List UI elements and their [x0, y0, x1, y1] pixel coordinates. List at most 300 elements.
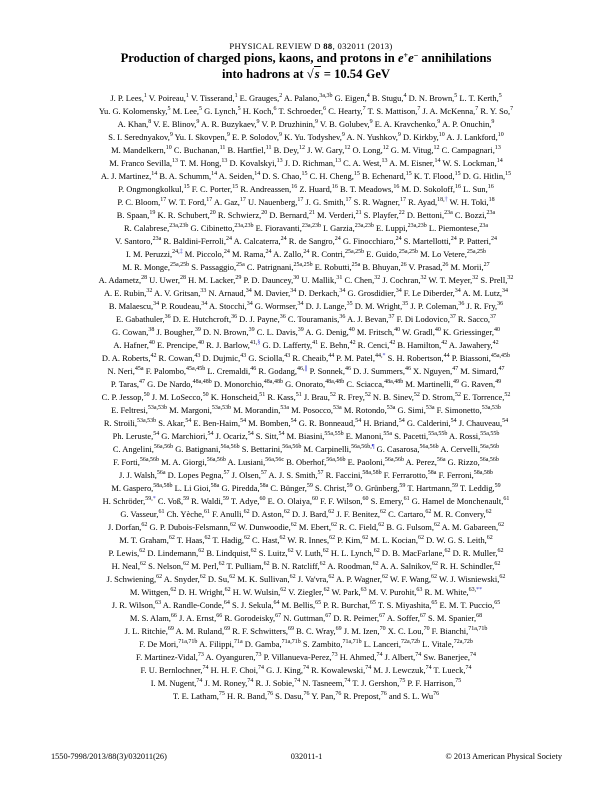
- affiliation-ref: 44,*: [374, 353, 386, 360]
- author-line: M. Franco Sevilla,$^{13}$ T. M. Hong,$^{13}$ D. Kovalskyi,$^{13}$ J. D. Richman,$^{13}$ C. A. West,$^{13}$ A. M. Eisner,$^{14}$ W. S. Lockman,$^{14}$: [109, 157, 503, 168]
- affiliation-ref: 62: [287, 548, 294, 555]
- affiliation-ref: 56a: [436, 457, 446, 464]
- affiliation-ref: 74: [365, 665, 372, 672]
- affiliation-ref: 72a,72b: [401, 639, 421, 646]
- affiliation-ref: 10: [438, 132, 445, 139]
- affiliation-ref: 43: [240, 353, 247, 360]
- affiliation-ref: 16: [487, 184, 494, 191]
- author-line: P. C. Bloom,$^{17}$ W. T. Ford,$^{17}$ A. Gaz,$^{17}$ U. Nauenberg,$^{17}$ J. G. Smith,$^{17}$ S. R. Wagner,$^{17}$ R. Ayad,$^{18,\dagger}$ W. H. Toki,$^{18}$: [117, 196, 495, 207]
- affiliation-ref: 9: [369, 119, 373, 126]
- affiliation-ref: 26: [442, 262, 449, 269]
- affiliation-ref: 54: [185, 418, 192, 425]
- affiliation-ref: 45a,45b: [490, 353, 511, 360]
- affiliation-ref: 73: [197, 652, 204, 659]
- footnote-symbol-link[interactable]: ¶: [371, 444, 375, 451]
- affiliation-ref: 14: [211, 171, 218, 178]
- affiliation-ref: 62: [497, 548, 504, 555]
- affiliation-ref: 34: [297, 301, 304, 308]
- affiliation-ref: 24: [395, 236, 402, 243]
- affiliation-ref: 53a: [333, 405, 342, 412]
- affiliation-ref: 42: [492, 340, 499, 347]
- author-line: H. Schröder,$^{59,*}$ C. Voß,$^{59}$ R. Waldi,$^{59}$ T. Adye,$^{60}$ E. O. Olaiya,$^{60}$ F. F. Wilson,$^{60}$ S. Emery,$^{61}$ G. Hamel de Monchenault,$^{61}$: [102, 495, 510, 506]
- affiliation-ref: 24: [303, 249, 310, 256]
- affiliation-ref: 56a,56b: [153, 444, 174, 451]
- affiliation-ref: 53a: [280, 405, 289, 412]
- journal-volume: 88: [323, 41, 333, 51]
- affiliation-ref: 56a,56b: [220, 444, 240, 451]
- affiliation-ref: 9: [397, 132, 401, 139]
- affiliation-ref: 1: [185, 93, 189, 100]
- affiliation-ref: 63: [360, 587, 367, 594]
- affiliation-ref: 59: [451, 483, 458, 490]
- affiliation-ref: 48a,48b: [263, 379, 283, 386]
- affiliation-ref: 56a,56b: [206, 457, 226, 464]
- affiliation-ref: 54: [278, 431, 285, 438]
- affiliation-ref: 60: [259, 496, 266, 503]
- affiliation-ref: 62: [486, 535, 493, 542]
- affiliation-ref: 52: [329, 392, 336, 399]
- affiliation-ref: 18: [488, 197, 495, 204]
- paper-title-line1: Production of charged pions, kaons, and protons in e+e− annihilations: [120, 51, 492, 65]
- affiliation-ref: 24: [265, 249, 272, 256]
- affiliation-ref: 44: [328, 353, 335, 360]
- affiliation-ref: 58a: [210, 483, 220, 490]
- affiliation-ref: 62: [425, 509, 432, 516]
- affiliation-ref: 67: [379, 613, 386, 620]
- affiliation-ref: 74: [302, 665, 309, 672]
- affiliation-ref: 47: [139, 379, 145, 386]
- affiliation-ref: 54: [153, 431, 160, 438]
- affiliation-ref: 42: [441, 340, 448, 347]
- paper-title: [28, 50, 584, 82]
- affiliation-ref: 69: [224, 626, 231, 633]
- affiliation-ref: 67: [325, 613, 332, 620]
- affiliation-ref: 76: [303, 691, 310, 698]
- affiliation-ref: 76: [335, 691, 342, 698]
- affiliation-ref: 58a: [259, 483, 269, 490]
- affiliation-ref: 36: [497, 301, 504, 308]
- affiliation-ref: 54: [355, 418, 362, 425]
- affiliation-ref: 62: [322, 548, 329, 555]
- affiliation-ref: 71a,71b: [468, 626, 488, 633]
- affiliation-ref: 58a,58b: [362, 470, 382, 477]
- affiliation-ref: 24: [491, 236, 497, 243]
- author-line: N. Neri,$^{45a}$ F. Palombo,$^{45a,45b}$ L. Cremaldi,$^{46}$ R. Godang,$^{46,\parallel}$ P. Sonnek,$^{46}$ D. J. Summers,$^{46}$ X. Nguyen,$^{47}$ M. Simard,$^{47}$: [107, 365, 505, 376]
- affiliation-ref: 58a: [427, 470, 437, 477]
- affiliation-ref: 74: [196, 678, 203, 685]
- author-line: M. Mandelkern,$^{10}$ C. Buchanan,$^{11}$ B. Hartfiel,$^{11}$ B. Dey,$^{12}$ J. W. Gary,$^{12}$ O. Long,$^{12}$ G. M. Vitug,$^{12}$ C. Campagnari,$^{13}$: [111, 144, 501, 155]
- affiliation-ref: 59: [346, 483, 353, 490]
- affiliation-ref: 25a,25b: [345, 249, 365, 256]
- affiliation-ref: 15: [405, 171, 412, 178]
- affiliation-ref: 63: [155, 600, 162, 607]
- author-line: H. Neal,$^{62}$ S. Nelson,$^{62}$ M. Perl,$^{62}$ T. Pulliam,$^{62}$ B. N. Ratcliff,$^{62}$ A. Roodman,$^{62}$ A. A. Salnikov,$^{62}$ R. H. Schindler,$^{62}$: [111, 560, 501, 571]
- affiliation-ref: 62: [417, 535, 424, 542]
- author-line: J. J. Walsh,$^{56a}$ D. Lopes Pegna,$^{57}$ J. Olsen,$^{57}$ A. J. S. Smith,$^{57}$ R. Faccini,$^{58a,58b}$ F. Ferrarotto,$^{58a}$ F. Ferroni,$^{58a,58b}$: [119, 469, 493, 480]
- affiliation-ref: 76: [380, 691, 387, 698]
- affiliation-ref: 63: [416, 587, 423, 594]
- affiliation-ref: 62: [328, 509, 335, 516]
- affiliation-ref: 49: [453, 379, 459, 386]
- affiliation-ref: 45a,45b: [186, 366, 206, 373]
- affiliation-ref: 28: [180, 275, 186, 282]
- affiliation-ref: 32: [472, 275, 479, 282]
- affiliation-ref: 74: [425, 665, 432, 672]
- author-line: A. Hafner,$^{40}$ E. Prencipe,$^{40}$ R. J. Barlow,$^{41,\S}$ G. D. Lafferty,$^{41}$ E. Behn,$^{42}$ R. Cenci,$^{42}$ B. Hamilton,$^{42}$ A. Jawahery,$^{42}$: [113, 339, 499, 350]
- author-line: A. J. Martinez,$^{14}$ B. A. Schumm,$^{14}$ A. Seiden,$^{14}$ D. S. Chao,$^{15}$ C. H. Cheng,$^{15}$ B. Echenard,$^{15}$ K. T. Flood,$^{15}$ D. G. Hitlin,$^{15}$: [100, 170, 512, 181]
- affiliation-ref: 20: [261, 210, 268, 217]
- affiliation-ref: 62: [183, 561, 190, 568]
- author-line: A. E. Rubin,$^{32}$ A. V. Gritsan,$^{33}$ N. Arnaud,$^{34}$ M. Davier,$^{34}$ D. Derkach,$^{34}$ G. Grosdidier,$^{34}$ F. Le Diberder,$^{34}$ A. M. Lutz,$^{34}$: [103, 287, 509, 298]
- affiliation-ref: 24: [450, 236, 457, 243]
- affiliation-ref: 40: [394, 327, 401, 334]
- affiliation-ref: 40: [434, 327, 441, 334]
- affiliation-ref: 6: [273, 106, 277, 113]
- affiliation-ref: 17: [206, 197, 213, 204]
- affiliation-ref: 9: [314, 119, 318, 126]
- affiliation-ref: 15: [505, 171, 512, 178]
- affiliation-ref: 62: [323, 587, 330, 594]
- author-line: A. Khan,$^8$ V. E. Blinov,$^9$ A. R. Buzykaev,$^9$ V. P. Druzhinin,$^9$ V. B. Golubev,$^9$ E. A. Kravchenko,$^9$ A. P. Onuchin,$^9$: [117, 118, 495, 129]
- affiliation-ref: 66: [216, 613, 223, 620]
- affiliation-ref: 23a,23b: [407, 223, 427, 230]
- affiliation-ref: 68: [476, 613, 483, 620]
- affiliation-ref: 58a,58b: [153, 483, 173, 490]
- affiliation-ref: 34: [246, 301, 253, 308]
- affiliation-ref: 39: [248, 327, 255, 334]
- affiliation-ref: 62: [362, 535, 369, 542]
- affiliation-ref: 56a,56b: [139, 457, 160, 464]
- affiliation-ref: 39: [194, 327, 201, 334]
- author-line: P. Lewis,$^{62}$ D. Lindemann,$^{62}$ B. Lindquist,$^{62}$ S. Luitz,$^{62}$ V. Luth,$^{62}$ H. L. Lynch,$^{62}$ D. B. MacFarlane,$^{62}$ D. R. Muller,$^{62}$: [108, 547, 504, 558]
- author-line: C. P. Jessop,$^{50}$ J. M. LoSecco,$^{50}$ K. Honscheid,$^{51}$ R. Kass,$^{51}$ J. Brau,$^{52}$ R. Frey,$^{52}$ N. B. Sinev,$^{52}$ D. Strom,$^{52}$ E. Torrence,$^{52}$: [101, 391, 511, 402]
- copyright-notice: © 2013 American Physical Society: [445, 752, 562, 761]
- affiliation-ref: 51: [295, 392, 302, 399]
- affiliation-ref: 13: [494, 145, 501, 152]
- affiliation-ref: 34: [502, 288, 509, 295]
- affiliation-ref: 9: [169, 132, 173, 139]
- author-line: T. E. Latham,$^{75}$ H. R. Band,$^{76}$ S. Dasu,$^{76}$ Y. Pan,$^{76}$ R. Prepost,$^{76}$ and S. L. Wu$^{76}$: [172, 690, 440, 701]
- affiliation-ref: 14: [496, 158, 503, 165]
- footnote-symbol-link[interactable]: ∥: [304, 366, 308, 373]
- author-line: R. Calabrese,$^{23a,23b}$ G. Cibinetto,$^{23a,23b}$ E. Fioravanti,$^{23a,23b}$ I. Garzia,$^{23a,23b}$ E. Luppi,$^{23a,23b}$ L. Piemontese,$^{23a}$: [124, 222, 488, 233]
- author-line: P. Ongmongkolkul,$^{15}$ F. C. Porter,$^{15}$ R. Andreassen,$^{16}$ Z. Huard,$^{16}$ B. T. Meadows,$^{16}$ M. D. Sokoloff,$^{16}$ L. Sun,$^{16}$: [118, 183, 494, 194]
- affiliation-ref: 61: [158, 509, 165, 516]
- affiliation-ref: 55a,55b: [480, 431, 500, 438]
- affiliation-ref: 45a: [134, 366, 144, 373]
- affiliation-ref: 36: [458, 301, 465, 308]
- affiliation-ref: 32: [146, 288, 153, 295]
- affiliation-ref: 70: [379, 626, 386, 633]
- affiliation-ref: 62: [381, 574, 388, 581]
- affiliation-ref: 67: [275, 613, 282, 620]
- affiliation-ref: 59: [183, 496, 190, 503]
- affiliation-ref: 56a,56b: [419, 444, 439, 451]
- affiliation-ref: 20: [209, 210, 216, 217]
- affiliation-ref: 62: [329, 535, 336, 542]
- affiliation-ref: 56a,56b,¶: [351, 444, 375, 451]
- affiliation-ref: 3a,3b: [319, 93, 333, 100]
- affiliation-ref: 62: [378, 522, 385, 529]
- affiliation-ref: 27: [483, 262, 490, 269]
- affiliation-ref: 62: [250, 548, 257, 555]
- affiliation-ref: 75: [455, 678, 462, 685]
- affiliation-ref: 54: [207, 431, 214, 438]
- affiliation-ref: 54: [450, 418, 457, 425]
- affiliation-ref: 43: [194, 353, 201, 360]
- footnote-symbol-link[interactable]: †: [444, 197, 448, 204]
- affiliation-ref: 13: [172, 158, 179, 165]
- affiliation-ref: 63,**: [468, 587, 483, 594]
- affiliation-ref: 23a: [152, 236, 162, 243]
- affiliation-ref: 69: [288, 626, 295, 633]
- affiliation-ref: 23a: [444, 210, 453, 217]
- author-line: I. M. Peruzzi,$^{24,\ddagger}$ M. Piccolo,$^{24}$ M. Rama,$^{24}$ A. Zallo,$^{24}$ R. Contri,$^{25a,25b}$ E. Guido,$^{25a,25b}$ M. Lo Vetere,$^{25a,25b}$: [125, 248, 487, 259]
- affiliation-ref: 10: [165, 145, 172, 152]
- affiliation-ref: 5: [454, 93, 458, 100]
- affiliation-ref: 62: [498, 522, 505, 529]
- affiliation-ref: 48a,48b: [384, 379, 404, 386]
- affiliation-ref: 52: [504, 392, 511, 399]
- affiliation-ref: 56a,56b: [282, 444, 302, 451]
- affiliation-ref: 62: [431, 561, 438, 568]
- affiliation-ref: 74: [294, 678, 301, 685]
- affiliation-ref: 49: [495, 379, 502, 386]
- paper-title-line2: into hadrons at √s = 10.54 GeV: [221, 67, 391, 81]
- affiliation-ref: 13: [276, 158, 283, 165]
- affiliation-ref: 9: [279, 132, 283, 139]
- affiliation-ref: 7: [417, 106, 421, 113]
- author-line: F. De Mori,$^{71a,71b}$ A. Filippi,$^{71a}$ D. Gamba,$^{71a,71b}$ S. Zambito,$^{71a,71b}$ L. Lanceri,$^{72a,72b}$ L. Vitale,$^{72a,72b}$: [139, 638, 473, 649]
- affiliation-ref: 75: [399, 678, 406, 685]
- affiliation-ref: 74: [258, 665, 265, 672]
- affiliation-ref: 35: [346, 301, 353, 308]
- affiliation-ref: 71a,71b: [281, 639, 301, 646]
- affiliation-ref: 48a,48b: [192, 379, 212, 386]
- affiliation-ref: 50: [143, 392, 150, 399]
- affiliation-ref: 70: [423, 626, 430, 633]
- affiliation-ref: 46: [250, 366, 257, 373]
- affiliation-ref: 62: [141, 522, 148, 529]
- affiliation-ref: 36: [339, 314, 346, 321]
- affiliation-ref: 53a,53b: [136, 418, 157, 425]
- author-line: J. R. Wilson,$^{63}$ A. Randle-Conde,$^{64}$ S. J. Sekula,$^{64}$ M. Bellis,$^{65}$ P. R. Burchat,$^{65}$ T. S. Miyashita,$^{65}$ E. M. T. Puccio,$^{65}$: [111, 599, 501, 610]
- affiliation-ref: 17: [345, 197, 352, 204]
- affiliation-ref: 62: [279, 535, 286, 542]
- affiliation-ref: 21: [308, 210, 315, 217]
- affiliation-ref: 9: [256, 119, 260, 126]
- affiliation-ref: 11: [219, 145, 226, 152]
- affiliation-ref: 52: [364, 392, 371, 399]
- affiliation-ref: 42: [349, 340, 356, 347]
- affiliation-ref: 37: [449, 314, 456, 321]
- affiliation-ref: 61: [403, 496, 410, 503]
- affiliation-ref: 74: [344, 678, 351, 685]
- affiliation-ref: 9: [491, 119, 495, 126]
- affiliation-ref: 69: [167, 626, 174, 633]
- affiliation-ref: 74: [247, 678, 254, 685]
- affiliation-ref: 75: [218, 691, 225, 698]
- sqrt-icon: √: [306, 67, 314, 81]
- affiliation-ref: 14: [151, 171, 158, 178]
- affiliation-ref: 62: [224, 587, 231, 594]
- affiliation-ref: 62: [372, 561, 379, 568]
- affiliation-ref: 18,†: [437, 197, 448, 204]
- affiliation-ref: 54: [502, 418, 509, 425]
- affiliation-ref: 5: [199, 106, 203, 113]
- affiliation-ref: 40: [148, 340, 155, 347]
- affiliation-ref: 59,*: [145, 496, 156, 503]
- author-line: J. Schwiening,$^{62}$ A. Snyder,$^{62}$ D. Su,$^{62}$ M. K. Sullivan,$^{62}$ J. Va'vra,$^{62}$ A. P. Wagner,$^{62}$ W. F. Wang,$^{62}$ W. J. Wisniewski,$^{62}$: [106, 573, 506, 584]
- affiliation-ref: 62: [380, 509, 386, 516]
- affiliation-ref: 51: [259, 392, 266, 399]
- affiliation-ref: 62: [156, 574, 163, 581]
- affiliation-ref: 28: [141, 275, 148, 282]
- author-line: M. Wittgen,$^{62}$ D. H. Wright,$^{62}$ H. W. Wulsin,$^{62}$ V. Ziegler,$^{62}$ W. Park,$^{63}$ M. V. Purohit,$^{63}$ R. M. White,$^{63,**}$: [129, 586, 483, 597]
- affiliation-ref: 44: [443, 353, 450, 360]
- affiliation-ref: 62: [328, 574, 335, 581]
- affiliation-ref: 17: [400, 197, 407, 204]
- affiliation-ref: 42: [389, 340, 396, 347]
- issn-code: 1550-7998/2013/88(3)/032011(26): [51, 752, 167, 761]
- footnote-symbol-link[interactable]: ‡: [179, 249, 183, 256]
- affiliation-ref: 30: [293, 275, 300, 282]
- affiliation-ref: 57: [260, 470, 267, 477]
- affiliation-ref: 53a,53b: [481, 405, 501, 412]
- affiliation-ref: 62: [444, 548, 451, 555]
- affiliation-ref: 61: [503, 496, 510, 503]
- affiliation-ref: 1: [234, 93, 238, 100]
- affiliation-ref: 41: [312, 340, 319, 347]
- affiliation-ref: 37: [388, 314, 395, 321]
- affiliation-ref: 9: [341, 132, 345, 139]
- affiliation-ref: 62: [243, 535, 250, 542]
- affiliation-ref: 64: [273, 600, 280, 607]
- affiliation-ref: 2: [279, 93, 283, 100]
- affiliation-ref: 62: [280, 587, 287, 594]
- affiliation-ref: 71a,71b: [178, 639, 198, 646]
- affiliation-ref: 19: [149, 210, 156, 217]
- affiliation-ref: 62: [199, 574, 206, 581]
- affiliation-ref: 10: [497, 132, 504, 139]
- affiliation-ref: 42: [150, 353, 157, 360]
- affiliation-ref: 24: [223, 249, 230, 256]
- author-line: J. Dorfan,$^{62}$ G. P. Dubois-Felsmann,$^{62}$ W. Dunwoodie,$^{62}$ M. Ebert,$^{62}$ R. C. Field,$^{62}$ B. G. Fulsom,$^{62}$ A. M. Gabareen,$^{62}$: [107, 521, 505, 532]
- affiliation-ref: 23a,23b: [169, 223, 189, 230]
- author-line: Yu. G. Kolomensky,$^5$ M. Lee,$^5$ G. Lynch,$^5$ H. Koch,$^6$ T. Schroeder,$^6$ C. Hearty,$^7$ T. S. Mattison,$^7$ J. A. McKenna,$^7$ R. Y. So,$^7$: [98, 105, 514, 116]
- affiliation-ref: 17: [239, 197, 246, 204]
- affiliation-ref: 71a,71b: [342, 639, 362, 646]
- affiliation-ref: 12: [299, 145, 306, 152]
- affiliation-ref: 59: [494, 483, 501, 490]
- affiliation-ref: 74: [469, 652, 476, 659]
- affiliation-ref: 9: [437, 119, 441, 126]
- affiliation-ref: 62: [283, 509, 290, 516]
- affiliation-ref: 54: [240, 418, 247, 425]
- affiliation-ref: 34: [454, 288, 461, 295]
- affiliation-ref: 46: [404, 366, 411, 373]
- author-line: R. Stroili,$^{53a,53b}$ S. Akar,$^{54}$ E. Ben-Haim,$^{54}$ M. Bomben,$^{54}$ G. R. Bonneaud,$^{54}$ H. Briand,$^{54}$ G. Calderini,$^{54}$ J. Chauveau,$^{54}$: [103, 417, 509, 428]
- affiliation-ref: 35: [402, 301, 409, 308]
- author-line: F. Forti,$^{56a,56b}$ M. A. Giorgi,$^{56a,56b}$ A. Lusiani,$^{56a,56c}$ B. Oberhof,$^{56a,56b}$ E. Paoloni,$^{56a,56b}$ A. Perez,$^{56a}$ G. Rizzo,$^{56a,56b}$: [113, 456, 499, 467]
- affiliation-ref: 62: [243, 509, 250, 516]
- e-minus-superscript: −: [413, 51, 419, 60]
- affiliation-ref: 62: [433, 522, 440, 529]
- affiliation-ref: 65: [315, 600, 322, 607]
- affiliation-ref: 16: [455, 184, 462, 191]
- affiliation-ref: 34: [245, 288, 252, 295]
- affiliation-ref: 56a: [156, 470, 166, 477]
- author-line: E. Gabathuler,$^{36}$ D. E. Hutchcroft,$^{36}$ D. J. Payne,$^{36}$ C. Touramanis,$^{36}$ A. J. Bevan,$^{37}$ F. Di Lodovico,$^{37}$ R. Sacco,$^{37}$: [115, 313, 497, 324]
- footnote-symbol-link[interactable]: *: [382, 353, 386, 360]
- affiliation-ref: 59: [222, 496, 229, 503]
- affiliation-ref: 25a,25b: [293, 262, 313, 269]
- affiliation-ref: 56a,56b: [384, 457, 404, 464]
- affiliation-ref: 43: [284, 353, 291, 360]
- e-minus-symbol: e: [408, 51, 414, 65]
- affiliation-ref: 59: [306, 483, 313, 490]
- affiliation-ref: 62: [198, 548, 205, 555]
- affiliation-ref: 16: [291, 184, 298, 191]
- affiliation-ref: 5: [167, 106, 171, 113]
- affiliation-ref: 62: [290, 522, 297, 529]
- footnote-symbol-link[interactable]: **: [476, 587, 483, 594]
- affiliation-ref: 23a,23b: [354, 223, 374, 230]
- author-line: J. P. Lees,$^1$ V. Poireau,$^1$ V. Tisserand,$^1$ E. Grauges,$^2$ A. Palano,$^{3a,3b}$ G. Eigen,$^4$ B. Stugu,$^4$ D. N. Brown,$^5$ L. T. Kerth,$^5$: [110, 92, 502, 103]
- affiliation-ref: 14: [254, 171, 261, 178]
- affiliation-ref: 25a,25b: [170, 262, 190, 269]
- affiliation-ref: 12: [433, 145, 440, 152]
- affiliation-ref: 15: [232, 184, 239, 191]
- affiliation-ref: 26: [400, 262, 407, 269]
- affiliation-ref: 5: [237, 106, 241, 113]
- author-line: M. S. Alam,$^{66}$ J. A. Ernst,$^{66}$ R. Gorodeisky,$^{67}$ N. Guttman,$^{67}$ D. R. Peimer,$^{67}$ A. Soffer,$^{67}$ S. M. Spanier,$^{68}$: [129, 612, 483, 623]
- author-line: M. T. Graham,$^{62}$ T. Haas,$^{62}$ T. Hadig,$^{62}$ C. Hast,$^{62}$ W. R. Innes,$^{62}$ P. Kim,$^{62}$ M. L. Kocian,$^{62}$ D. W. G. S. Leith,$^{62}$: [119, 534, 493, 545]
- affiliation-ref: 15: [454, 171, 461, 178]
- affiliation-ref: 7: [362, 106, 366, 113]
- affiliation-ref: 16: [331, 184, 338, 191]
- affiliation-ref: 62: [229, 574, 236, 581]
- footnote-symbol-link[interactable]: *: [152, 496, 156, 503]
- affiliation-ref: 76: [267, 691, 274, 698]
- affiliation-ref: 7: [475, 106, 479, 113]
- affiliation-ref: 55a: [383, 431, 393, 438]
- affiliation-ref: 62: [494, 561, 501, 568]
- affiliation-ref: 15: [353, 171, 360, 178]
- affiliation-ref: 21: [355, 210, 362, 217]
- affiliation-ref: 4: [366, 93, 370, 100]
- footnote-symbol-link[interactable]: §: [257, 340, 261, 347]
- affiliation-ref: 29: [235, 275, 242, 282]
- affiliation-ref: 52: [413, 392, 420, 399]
- affiliation-ref: 17: [160, 197, 167, 204]
- journal-issue-info: , 032011 (2013): [332, 41, 393, 51]
- affiliation-ref: 6: [323, 106, 327, 113]
- affiliation-ref: 53a,53b: [211, 405, 232, 412]
- author-line: C. Angelini,$^{56a,56b}$ G. Batignani,$^{56a,56b}$ S. Bettarini,$^{56a,56b}$ M. Carpinelli,$^{56a,56b,\P}$ G. Casarosa,$^{56a,56b}$ A. Cervelli,$^{56a,56b}$: [112, 443, 500, 454]
- affiliation-ref: 69: [335, 626, 342, 633]
- affiliation-ref: 73: [255, 652, 262, 659]
- author-line: F. Martinez-Vidal,$^{73}$ A. Oyanguren,$^{73}$ P. Villanueva-Perez,$^{73}$ H. Ahmed,$^{74}$ J. Albert,$^{74}$ Sw. Banerjee,$^{74}$: [136, 651, 476, 662]
- journal-name: PHYSICAL REVIEW D: [229, 41, 324, 51]
- affiliation-ref: 74: [202, 665, 209, 672]
- affiliation-ref: 71a: [234, 639, 243, 646]
- affiliation-ref: 62: [319, 561, 326, 568]
- affiliation-ref: 67: [419, 613, 426, 620]
- affiliation-ref: 17: [297, 197, 304, 204]
- affiliation-ref: 13: [221, 158, 228, 165]
- affiliation-ref: 57: [223, 470, 230, 477]
